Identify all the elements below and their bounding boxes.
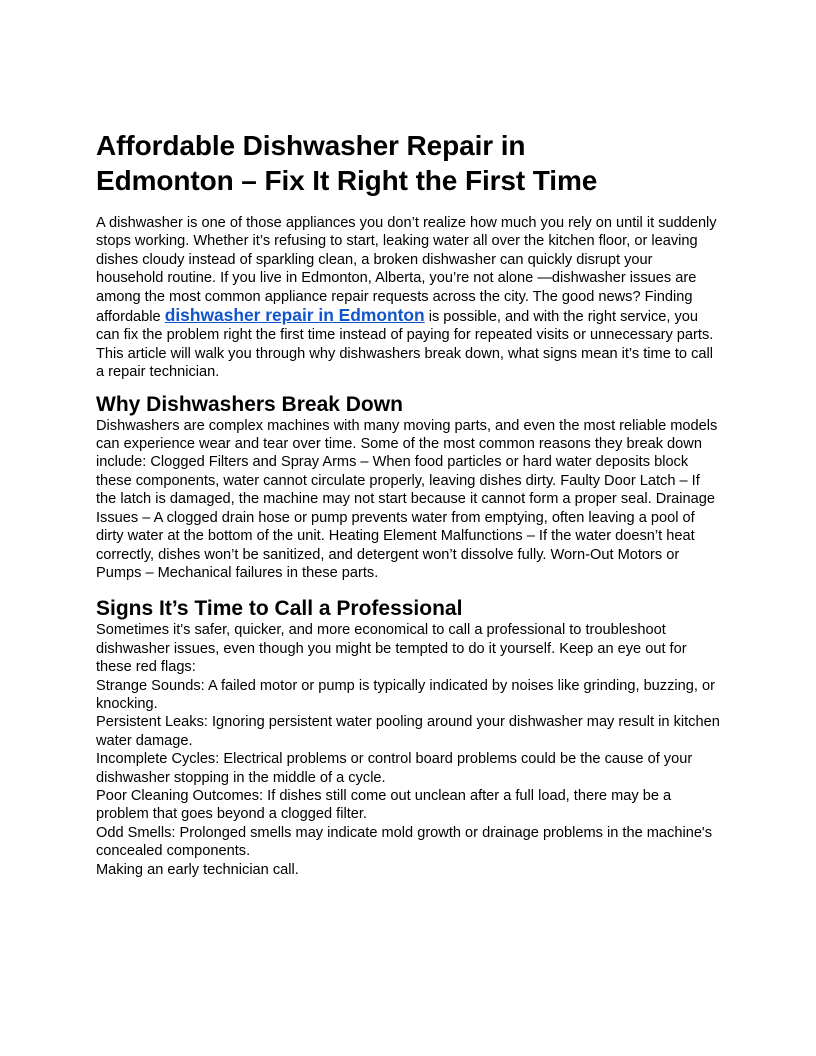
intro-paragraph	[96, 214, 720, 382]
signs-item-poor-cleaning: Poor Cleaning Outcomes: If dishes still come out unclean after a full load, there may be a problem that goes beyond a clogged filter.	[96, 787, 672, 823]
section-heading-signs: Signs It’s Time to Call a Professional	[96, 597, 463, 621]
page-title	[96, 128, 720, 198]
section-body-why: Dishwashers are complex machines with many moving parts, and even the most reliable models can experience wear and tear over time. Some of the most common reasons they break down include: Clogged Filters and Spray Arms – When food particles or hard water deposits block these components, water cannot circulate properly, leaving dishes dirty. Faulty Door Latch – If the latch is damaged, the machine may not start because it cannot form a proper seal. Drainage Issues – A clogged drain hose or pump prevents water from emptying, often leaving a pool of dirty water at the bottom of the unit. Heating Element Malfunctions – If the water doesn’t heat correctly, dishes won’t be sanitized, and detergent won’t dissolve fully. Worn-Out Motors or Pumps – Mechanical failures in these parts.	[96, 417, 718, 581]
signs-intro-line: Sometimes it's safer, quicker, and more economical to call a professional to troubleshoot dishwasher issues, even though you might be tempted to do it yourself. Keep an eye out for these red flags:	[96, 622, 687, 676]
intro-text-before-link: A dishwasher is one of those appliances you don’t realize how much you rely on until it suddenly stops working. Whether it’s refusing to start, leaking water all over the kitchen floor, or leaving dishes cloudy instead of sparkling clean, a broken dishwasher can quickly disrupt your household routine. If you live in Edmonton, Alberta, you’re not alone —dishwasher issues are among the most common appliance repair requests across the city. The good news? Finding affordable	[96, 215, 717, 326]
signs-item-strange-sounds: Strange Sounds: A failed motor or pump is typically indicated by noises like grinding, buzzing, or knocking.	[96, 677, 715, 712]
signs-item-persistent-leaks: Persistent Leaks: Ignoring persistent water pooling around your dishwasher may result in kitchen water damage.	[96, 714, 720, 749]
dishwasher-repair-link[interactable]: dishwasher repair in Edmonton	[164, 305, 425, 326]
signs-closing-line: Making an early technician call.	[96, 861, 299, 878]
intro-text-after-link: is possible, and with the right service, you can fix the problem right the first time instead of paying for repeated visits or unnecessary parts. This article will walk you through why dishwashers break down, what signs mean it’s time to call a repair technician.	[96, 309, 714, 381]
signs-item-incomplete-cycles: Incomplete Cycles: Electrical problems or control board problems could be the cause of your dishwasher stopping in the middle of a cycle.	[96, 751, 693, 786]
document-page	[96, 128, 720, 879]
page-title-line-2: Edmonton – Fix It Right the First Time	[96, 165, 598, 196]
section-body-signs	[96, 621, 720, 879]
section-heading-why: Why Dishwashers Break Down	[96, 392, 403, 416]
page-title-line-1: Affordable Dishwasher Repair in	[96, 130, 526, 161]
signs-item-odd-smells: Odd Smells: Prolonged smells may indicate mold growth or drainage problems in the machine's concealed components.	[96, 824, 713, 860]
